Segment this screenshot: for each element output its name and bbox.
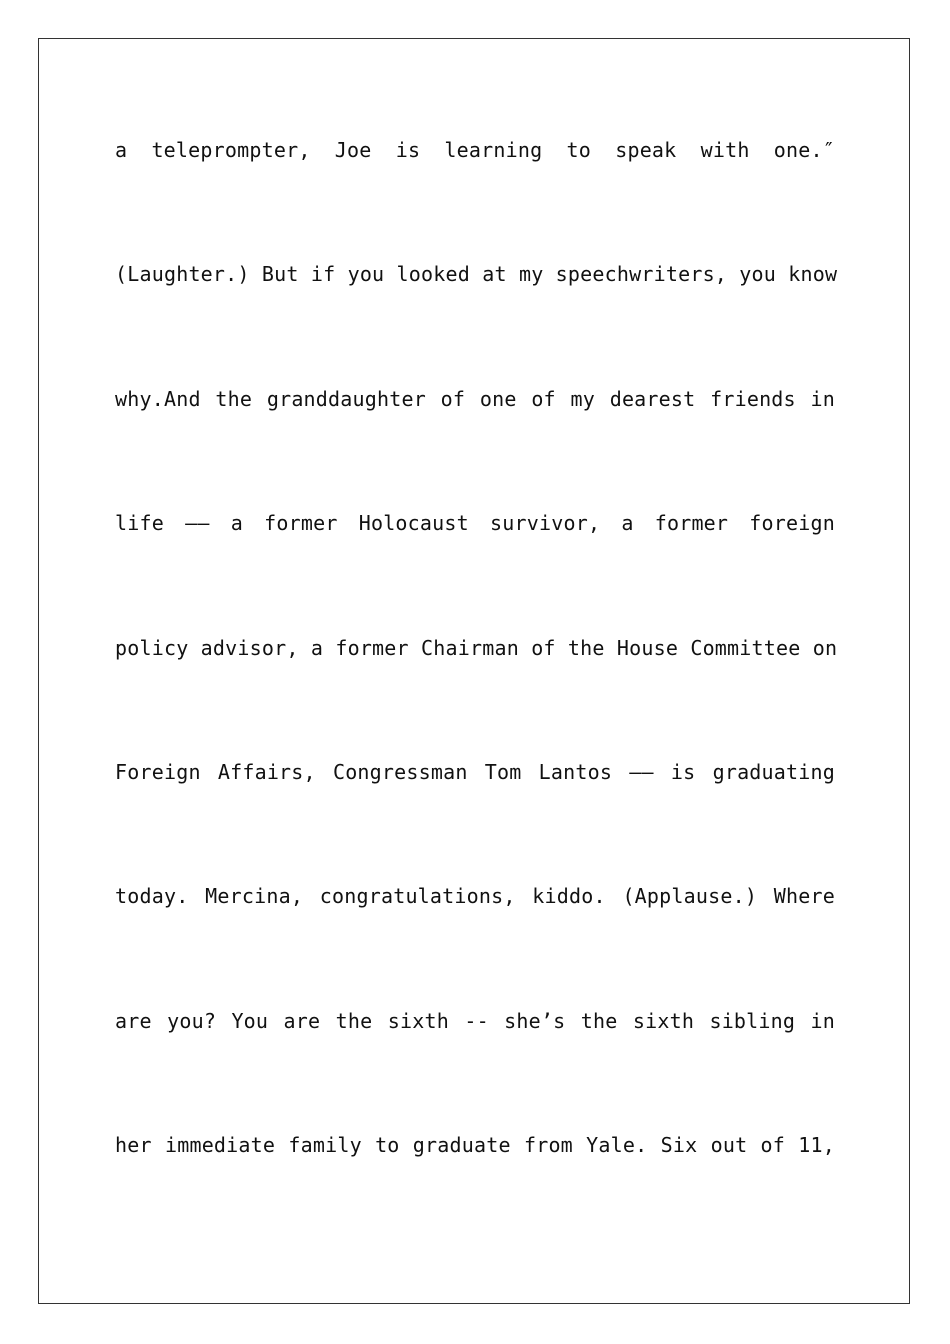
text-line: are you? You are the sixth -- she’s the sixth sibling in <box>115 1008 835 1033</box>
text-line: policy advisor, a former Chairman of the House Committee on <box>115 635 838 660</box>
text-line: why.And the granddaughter of one of my dearest friends in <box>115 386 835 411</box>
text-line: Foreign Affairs, Congressman Tom Lantos —— is graduating <box>115 759 835 784</box>
text-line: her immediate family to graduate from Yale. Six out of 11, <box>115 1133 835 1158</box>
text-line: a teleprompter, Joe is learning to speak with one.″ <box>115 138 835 162</box>
text-line: (Laughter.) But if you looked at my speechwriters, you know <box>115 262 838 287</box>
text-line: today. Mercina, congratulations, kiddo. (Applause.) Where <box>115 884 835 909</box>
document-body <box>115 132 838 1252</box>
text-line: life —— a former Holocaust survivor, a former foreign <box>115 511 835 536</box>
